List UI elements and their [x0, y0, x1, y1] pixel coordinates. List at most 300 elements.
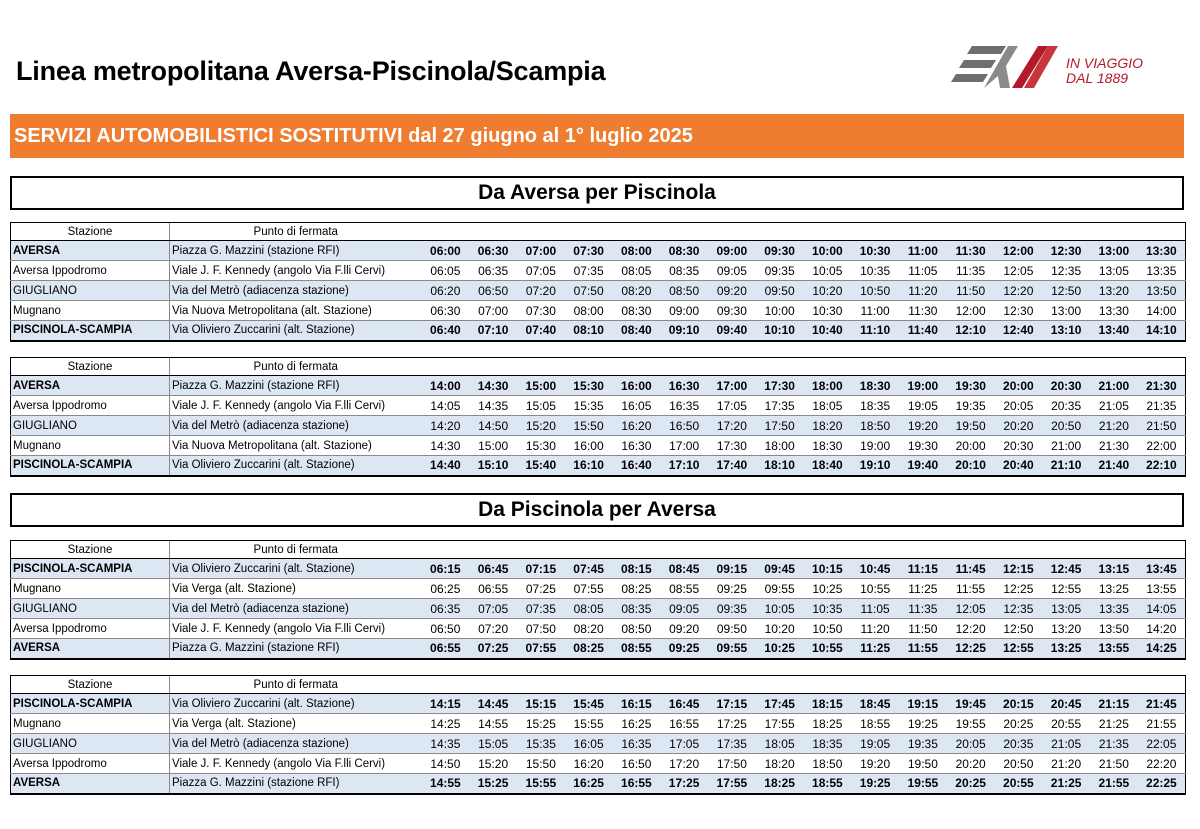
time-cell: 08:35 [613, 599, 661, 619]
time-cell: 14:05 [422, 396, 470, 416]
time-cell: 09:00 [708, 241, 756, 261]
time-cell: 16:25 [565, 774, 613, 794]
time-cell: 08:40 [613, 321, 661, 341]
time-cell: 13:10 [1042, 321, 1090, 341]
table-row [11, 619, 1186, 639]
time-cell: 21:00 [1042, 436, 1090, 456]
time-cell: 19:10 [851, 456, 899, 476]
station-cell: PISCINOLA-SCAMPIA [11, 694, 170, 714]
time-cell: 10:00 [756, 301, 804, 321]
time-cell: 21:05 [1090, 396, 1138, 416]
time-cell: 15:05 [469, 734, 517, 754]
time-cell: 11:15 [899, 559, 947, 579]
time-cell: 09:30 [708, 301, 756, 321]
time-cell: 08:00 [565, 301, 613, 321]
time-cell: 11:35 [899, 599, 947, 619]
time-cell: 22:00 [1138, 436, 1186, 456]
table-row [11, 694, 1186, 714]
time-cell: 11:20 [899, 281, 947, 301]
stop-cell: Via del Metrò (adiacenza stazione) [170, 599, 422, 619]
time-cell: 15:50 [565, 416, 613, 436]
time-cell: 21:35 [1138, 396, 1186, 416]
time-cell: 17:15 [708, 694, 756, 714]
time-cell: 21:10 [1042, 456, 1090, 476]
station-cell: PISCINOLA-SCAMPIA [11, 559, 170, 579]
time-cell: 14:00 [1138, 301, 1186, 321]
time-cell: 17:10 [660, 456, 708, 476]
time-cell: 21:00 [1090, 376, 1138, 396]
time-cell: 08:30 [613, 301, 661, 321]
time-cell: 13:25 [1090, 579, 1138, 599]
time-cell: 20:00 [947, 436, 995, 456]
time-cell: 21:30 [1090, 436, 1138, 456]
time-cell: 18:20 [804, 416, 852, 436]
time-cell: 17:20 [708, 416, 756, 436]
time-cell: 06:55 [469, 579, 517, 599]
table-row [11, 376, 1186, 396]
header-station: Stazione [11, 541, 170, 559]
table-row [11, 416, 1186, 436]
time-cell: 20:35 [1042, 396, 1090, 416]
time-cell: 17:00 [660, 436, 708, 456]
time-cell: 16:00 [613, 376, 661, 396]
time-cell: 13:05 [1090, 261, 1138, 281]
time-cell: 17:35 [708, 734, 756, 754]
time-cell: 10:20 [756, 619, 804, 639]
time-cell: 15:20 [469, 754, 517, 774]
time-cell: 18:00 [804, 376, 852, 396]
time-cell: 11:25 [899, 579, 947, 599]
time-cell: 21:25 [1042, 774, 1090, 794]
time-cell: 18:15 [804, 694, 852, 714]
time-cell: 13:35 [1138, 261, 1186, 281]
service-banner: SERVIZI AUTOMOBILISTICI SOSTITUTIVI dal 27 giugno al 1° luglio 2025 [10, 114, 1184, 158]
time-cell: 16:15 [613, 694, 661, 714]
time-cell: 10:45 [851, 559, 899, 579]
time-cell: 21:50 [1138, 416, 1186, 436]
table-row [11, 599, 1186, 619]
time-cell: 18:30 [851, 376, 899, 396]
time-cell: 08:55 [660, 579, 708, 599]
time-cell: 06:15 [422, 559, 470, 579]
time-cell: 12:45 [1042, 559, 1090, 579]
time-cell: 20:50 [995, 754, 1043, 774]
time-cell: 17:35 [756, 396, 804, 416]
time-cell: 07:35 [517, 599, 565, 619]
time-cell: 13:25 [1042, 639, 1090, 659]
station-cell: GIUGLIANO [11, 599, 170, 619]
time-cell: 20:50 [1042, 416, 1090, 436]
time-cell: 20:30 [995, 436, 1043, 456]
table-row [11, 456, 1186, 476]
time-cell: 09:00 [660, 301, 708, 321]
time-cell: 19:35 [899, 734, 947, 754]
stop-cell: Viale J. F. Kennedy (angolo Via F.lli Cervi) [170, 396, 422, 416]
time-cell: 09:35 [756, 261, 804, 281]
section-heading: Da Aversa per Piscinola [10, 176, 1184, 210]
time-cell: 19:40 [899, 456, 947, 476]
time-cell: 08:35 [660, 261, 708, 281]
time-cell: 14:00 [422, 376, 470, 396]
time-cell: 19:00 [851, 436, 899, 456]
time-cell: 20:30 [1042, 376, 1090, 396]
time-cell: 16:10 [565, 456, 613, 476]
time-cell: 15:55 [517, 774, 565, 794]
time-cell: 17:05 [708, 396, 756, 416]
time-cell: 08:20 [565, 619, 613, 639]
time-cell: 20:45 [1042, 694, 1090, 714]
time-cell: 18:55 [804, 774, 852, 794]
time-cell: 07:05 [469, 599, 517, 619]
time-cell: 20:20 [947, 754, 995, 774]
time-cell: 06:40 [422, 321, 470, 341]
time-cell: 18:40 [804, 456, 852, 476]
logo-tagline-line2: DAL 1889 [1066, 70, 1129, 86]
station-cell: Mugnano [11, 579, 170, 599]
time-cell: 09:35 [708, 599, 756, 619]
table-row [11, 436, 1186, 456]
time-cell: 09:55 [708, 639, 756, 659]
time-cell: 09:50 [708, 619, 756, 639]
stop-cell: Piazza G. Mazzini (stazione RFI) [170, 639, 422, 659]
time-cell: 19:30 [947, 376, 995, 396]
table-row [11, 714, 1186, 734]
time-cell: 08:10 [565, 321, 613, 341]
time-cell: 12:00 [947, 301, 995, 321]
time-cell: 21:05 [1042, 734, 1090, 754]
station-cell: Mugnano [11, 714, 170, 734]
time-cell: 12:25 [995, 579, 1043, 599]
time-cell: 20:15 [995, 694, 1043, 714]
time-cell: 15:20 [517, 416, 565, 436]
time-cell: 13:00 [1090, 241, 1138, 261]
time-cell: 12:10 [947, 321, 995, 341]
time-cell: 06:30 [469, 241, 517, 261]
stop-cell: Via del Metrò (adiacenza stazione) [170, 416, 422, 436]
stop-cell: Viale J. F. Kennedy (angolo Via F.lli Cervi) [170, 261, 422, 281]
time-cell: 06:50 [422, 619, 470, 639]
time-cell: 15:00 [517, 376, 565, 396]
time-cell: 16:40 [613, 456, 661, 476]
station-cell: PISCINOLA-SCAMPIA [11, 456, 170, 476]
page-title: Linea metropolitana Aversa-Piscinola/Scampia [16, 56, 606, 86]
time-cell: 22:10 [1138, 456, 1186, 476]
time-cell: 12:20 [947, 619, 995, 639]
eav-logo [950, 42, 1150, 94]
header-stop: Punto di fermata [170, 676, 422, 694]
time-cell: 08:05 [565, 599, 613, 619]
stop-cell: Via Oliviero Zuccarini (alt. Stazione) [170, 559, 422, 579]
time-cell: 14:25 [422, 714, 470, 734]
time-cell: 19:25 [899, 714, 947, 734]
time-cell: 12:35 [1042, 261, 1090, 281]
table-row [11, 396, 1186, 416]
time-cell: 17:50 [708, 754, 756, 774]
time-cell: 18:05 [756, 734, 804, 754]
time-cell: 15:15 [517, 694, 565, 714]
time-cell: 07:00 [517, 241, 565, 261]
time-cell: 19:30 [899, 436, 947, 456]
time-cell: 10:15 [804, 559, 852, 579]
time-cell: 12:50 [995, 619, 1043, 639]
time-cell: 10:35 [851, 261, 899, 281]
station-cell: Aversa Ippodromo [11, 396, 170, 416]
table-header-row [11, 676, 1186, 694]
time-cell: 12:20 [995, 281, 1043, 301]
table-row [11, 241, 1186, 261]
time-cell: 10:40 [804, 321, 852, 341]
time-cell: 13:35 [1090, 599, 1138, 619]
table-row [11, 734, 1186, 754]
time-cell: 06:20 [422, 281, 470, 301]
time-cell: 18:35 [804, 734, 852, 754]
time-cell: 19:35 [947, 396, 995, 416]
time-cell: 12:35 [995, 599, 1043, 619]
time-cell: 20:20 [995, 416, 1043, 436]
timetable [10, 357, 1186, 477]
time-cell: 19:50 [899, 754, 947, 774]
time-cell: 12:55 [995, 639, 1043, 659]
stop-cell: Viale J. F. Kennedy (angolo Via F.lli Cervi) [170, 754, 422, 774]
timetable [10, 222, 1186, 342]
time-cell: 20:35 [995, 734, 1043, 754]
time-cell: 15:30 [517, 436, 565, 456]
time-cell: 08:50 [660, 281, 708, 301]
time-cell: 22:25 [1138, 774, 1186, 794]
time-cell: 09:25 [708, 579, 756, 599]
time-cell: 15:10 [469, 456, 517, 476]
time-cell: 15:25 [469, 774, 517, 794]
time-cell: 19:25 [851, 774, 899, 794]
time-cell: 08:50 [613, 619, 661, 639]
time-cell: 18:45 [851, 694, 899, 714]
time-cell: 15:35 [517, 734, 565, 754]
time-cell: 14:35 [422, 734, 470, 754]
time-cell: 19:00 [899, 376, 947, 396]
time-cell: 10:20 [804, 281, 852, 301]
time-cell: 11:05 [899, 261, 947, 281]
time-cell: 11:35 [947, 261, 995, 281]
time-cell: 10:25 [756, 639, 804, 659]
time-cell: 19:15 [899, 694, 947, 714]
time-cell: 08:15 [613, 559, 661, 579]
stop-cell: Via Oliviero Zuccarini (alt. Stazione) [170, 321, 422, 341]
time-cell: 21:20 [1042, 754, 1090, 774]
time-cell: 21:30 [1138, 376, 1186, 396]
time-cell: 17:30 [708, 436, 756, 456]
time-cell: 22:20 [1138, 754, 1186, 774]
time-cell: 13:30 [1138, 241, 1186, 261]
time-cell: 15:40 [517, 456, 565, 476]
time-cell: 11:55 [947, 579, 995, 599]
time-cell: 07:10 [469, 321, 517, 341]
station-cell: AVERSA [11, 376, 170, 396]
header-stop: Punto di fermata [170, 223, 422, 241]
time-cell: 11:05 [851, 599, 899, 619]
table-header-row [11, 358, 1186, 376]
time-cell: 16:00 [565, 436, 613, 456]
time-cell: 21:50 [1090, 754, 1138, 774]
time-cell: 16:05 [565, 734, 613, 754]
time-cell: 20:25 [947, 774, 995, 794]
time-cell: 22:05 [1138, 734, 1186, 754]
time-cell: 11:50 [947, 281, 995, 301]
logo-tagline [1066, 56, 1143, 86]
station-cell: Mugnano [11, 436, 170, 456]
time-cell: 16:20 [565, 754, 613, 774]
time-cell: 08:00 [613, 241, 661, 261]
time-cell: 11:55 [899, 639, 947, 659]
time-cell: 18:55 [851, 714, 899, 734]
time-cell: 07:20 [469, 619, 517, 639]
time-cell: 20:40 [995, 456, 1043, 476]
time-cell: 18:20 [756, 754, 804, 774]
time-cell: 07:50 [565, 281, 613, 301]
time-cell: 16:55 [613, 774, 661, 794]
table-row [11, 301, 1186, 321]
time-cell: 16:50 [660, 416, 708, 436]
stop-cell: Via Verga (alt. Stazione) [170, 714, 422, 734]
time-cell: 12:50 [1042, 281, 1090, 301]
table-row [11, 321, 1186, 341]
time-cell: 13:30 [1090, 301, 1138, 321]
header-stop: Punto di fermata [170, 541, 422, 559]
station-cell: AVERSA [11, 639, 170, 659]
time-cell: 19:55 [899, 774, 947, 794]
time-cell: 14:50 [469, 416, 517, 436]
time-cell: 09:10 [660, 321, 708, 341]
stop-cell: Via Nuova Metropolitana (alt. Stazione) [170, 301, 422, 321]
time-cell: 14:15 [422, 694, 470, 714]
time-cell: 10:55 [851, 579, 899, 599]
time-cell: 11:10 [851, 321, 899, 341]
time-cell: 11:30 [947, 241, 995, 261]
header-station: Stazione [11, 358, 170, 376]
time-cell: 09:30 [756, 241, 804, 261]
stop-cell: Piazza G. Mazzini (stazione RFI) [170, 241, 422, 261]
stop-cell: Via Oliviero Zuccarini (alt. Stazione) [170, 694, 422, 714]
time-cell: 12:00 [995, 241, 1043, 261]
time-cell: 07:25 [517, 579, 565, 599]
time-cell: 15:45 [565, 694, 613, 714]
time-cell: 09:55 [756, 579, 804, 599]
station-cell: Mugnano [11, 301, 170, 321]
time-cell: 14:20 [422, 416, 470, 436]
time-cell: 07:05 [517, 261, 565, 281]
time-cell: 12:40 [995, 321, 1043, 341]
time-cell: 09:05 [660, 599, 708, 619]
header-times [422, 676, 1186, 694]
time-cell: 09:15 [708, 559, 756, 579]
time-cell: 07:35 [565, 261, 613, 281]
time-cell: 11:45 [947, 559, 995, 579]
time-cell: 13:50 [1138, 281, 1186, 301]
time-cell: 07:55 [565, 579, 613, 599]
station-cell: Aversa Ippodromo [11, 261, 170, 281]
header-times [422, 358, 1186, 376]
time-cell: 16:35 [613, 734, 661, 754]
time-cell: 07:00 [469, 301, 517, 321]
time-cell: 17:55 [708, 774, 756, 794]
time-cell: 07:30 [517, 301, 565, 321]
time-cell: 20:55 [1042, 714, 1090, 734]
table-row [11, 579, 1186, 599]
time-cell: 17:30 [756, 376, 804, 396]
time-cell: 13:20 [1042, 619, 1090, 639]
time-cell: 14:25 [1138, 639, 1186, 659]
stop-cell: Via Verga (alt. Stazione) [170, 579, 422, 599]
time-cell: 08:45 [660, 559, 708, 579]
time-cell: 13:55 [1138, 579, 1186, 599]
time-cell: 10:50 [851, 281, 899, 301]
time-cell: 17:00 [708, 376, 756, 396]
time-cell: 07:45 [565, 559, 613, 579]
time-cell: 13:15 [1090, 559, 1138, 579]
time-cell: 13:45 [1138, 559, 1186, 579]
time-cell: 13:40 [1090, 321, 1138, 341]
logo-tagline-line1: IN VIAGGIO [1066, 55, 1144, 71]
time-cell: 21:55 [1138, 714, 1186, 734]
time-cell: 14:30 [469, 376, 517, 396]
time-cell: 18:30 [804, 436, 852, 456]
stop-cell: Via del Metrò (adiacenza stazione) [170, 281, 422, 301]
time-cell: 10:25 [804, 579, 852, 599]
time-cell: 12:25 [947, 639, 995, 659]
time-cell: 12:30 [995, 301, 1043, 321]
time-cell: 21:35 [1090, 734, 1138, 754]
time-cell: 18:25 [756, 774, 804, 794]
time-cell: 09:05 [708, 261, 756, 281]
time-cell: 16:20 [613, 416, 661, 436]
station-cell: GIUGLIANO [11, 281, 170, 301]
time-cell: 13:50 [1090, 619, 1138, 639]
time-cell: 15:55 [565, 714, 613, 734]
time-cell: 18:25 [804, 714, 852, 734]
stop-cell: Via Nuova Metropolitana (alt. Stazione) [170, 436, 422, 456]
time-cell: 16:30 [613, 436, 661, 456]
time-cell: 17:25 [708, 714, 756, 734]
eav-logo-mark-icon [950, 42, 1062, 92]
time-cell: 17:50 [756, 416, 804, 436]
time-cell: 11:00 [899, 241, 947, 261]
time-cell: 10:55 [804, 639, 852, 659]
time-cell: 08:25 [565, 639, 613, 659]
time-cell: 10:05 [804, 261, 852, 281]
time-cell: 18:00 [756, 436, 804, 456]
time-cell: 06:35 [469, 261, 517, 281]
time-cell: 09:25 [660, 639, 708, 659]
time-cell: 17:40 [708, 456, 756, 476]
time-cell: 17:45 [756, 694, 804, 714]
station-cell: Aversa Ippodromo [11, 754, 170, 774]
time-cell: 09:20 [660, 619, 708, 639]
time-cell: 11:40 [899, 321, 947, 341]
time-cell: 12:05 [947, 599, 995, 619]
table-row [11, 559, 1186, 579]
time-cell: 10:30 [804, 301, 852, 321]
time-cell: 07:25 [469, 639, 517, 659]
stop-cell: Via del Metrò (adiacenza stazione) [170, 734, 422, 754]
time-cell: 14:45 [469, 694, 517, 714]
time-cell: 20:55 [995, 774, 1043, 794]
time-cell: 21:55 [1090, 774, 1138, 794]
time-cell: 06:05 [422, 261, 470, 281]
time-cell: 12:55 [1042, 579, 1090, 599]
time-cell: 18:50 [851, 416, 899, 436]
header-times [422, 541, 1186, 559]
table-header-row [11, 223, 1186, 241]
stop-cell: Via Oliviero Zuccarini (alt. Stazione) [170, 456, 422, 476]
